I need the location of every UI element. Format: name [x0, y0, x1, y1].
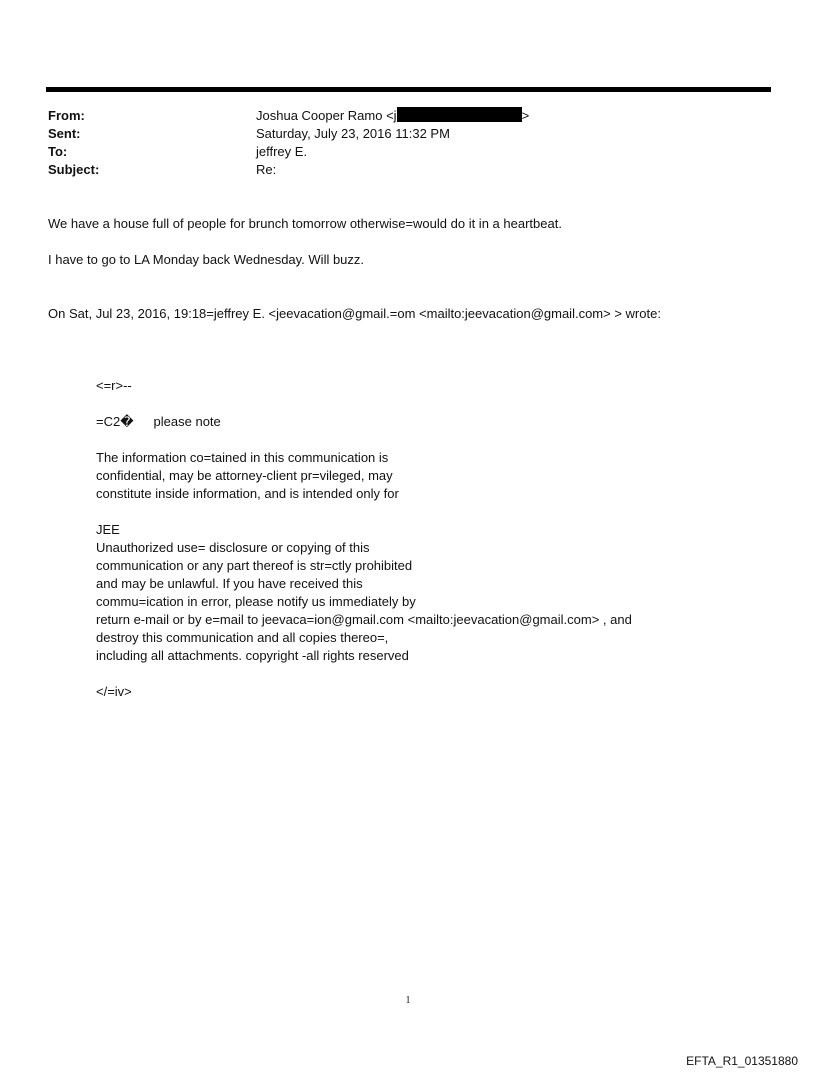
quoted-tag-close: </=iv>: [96, 684, 132, 699]
quoted-para2-line: including all attachments. copyright -all rights reserved: [96, 648, 409, 663]
quote-intro: On Sat, Jul 23, 2016, 19:18=jeffrey E. <jeevacation@gmail.=om <mailto:jeevacation@gmail.com> > wrote:: [48, 306, 661, 321]
redaction-box: [397, 107, 522, 122]
quoted-para2-line: communication or any part thereof is str=ctly prohibited: [96, 558, 413, 573]
subject-label: Subject:: [48, 162, 100, 177]
quoted-para2-line: commu=ication in error, please notify us immediately by: [96, 594, 416, 609]
header-rule: [46, 87, 771, 92]
from-value: [256, 107, 529, 125]
to-label: To:: [48, 144, 68, 159]
sent-value: Saturday, July 23, 2016 11:32 PM: [256, 126, 450, 141]
quoted-para2-line: and may be unlawful. If you have received this: [96, 576, 363, 591]
quoted-jee: JEE: [96, 522, 120, 537]
quoted-para2-line: destroy this communication and all copies thereo=,: [96, 630, 389, 645]
body-line-2: I have to go to LA Monday back Wednesday. Will buzz.: [48, 252, 365, 267]
quoted-tag-open: <=r>--: [96, 378, 132, 393]
from-suffix: >: [521, 108, 530, 123]
from-redacted-prefix: j: [393, 108, 397, 123]
quoted-note-text: please note: [153, 414, 221, 429]
subject-value: Re:: [256, 162, 277, 177]
sent-label: Sent:: [48, 126, 81, 141]
quoted-note-row: [96, 413, 221, 431]
quoted-para2-line: return e-mail or by e=mail to jeevaca=ion@gmail.com <mailto:jeevacation@gmail.com> , and: [96, 612, 632, 627]
quoted-note-code: =C2�: [96, 414, 134, 429]
quoted-para2-line: Unauthorized use= disclosure or copying of this: [96, 540, 370, 555]
quoted-para1-line: confidential, may be attorney-client pr=vileged, may: [96, 468, 393, 483]
page-number: 1: [405, 995, 411, 1006]
quoted-para1-line: constitute inside information, and is intended only for: [96, 486, 399, 501]
from-name: Joshua Cooper Ramo <: [256, 108, 394, 123]
bates-number: EFTA_R1_01351880: [686, 1054, 798, 1068]
quoted-para1-line: The information co=tained in this communication is: [96, 450, 389, 465]
from-label: From:: [48, 108, 85, 123]
body-line-1: We have a house full of people for brunch tomorrow otherwise=would do it in a heartbeat.: [48, 216, 562, 231]
to-value: jeffrey E.: [256, 144, 308, 159]
